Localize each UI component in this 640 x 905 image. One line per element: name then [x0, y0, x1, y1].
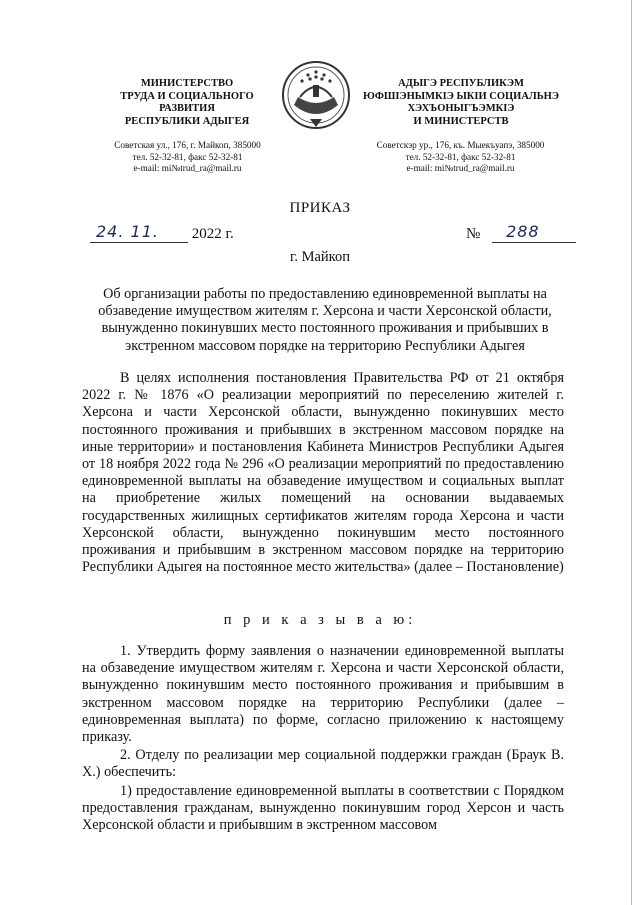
- ministry-line: АДЫГЭ РЕСПУБЛИКЭМ: [398, 78, 524, 89]
- address: Советскэр ур., 176, къ. Мыекъуапэ, 385000: [376, 140, 545, 150]
- order-item-2-1: 1) предоставление единовременной выплаты в соответствии с Порядком предоставления гражданам, вынужденно покинувшим город Херсон и часть Херсонской области и прибывшим в экстренном массовом: [82, 783, 564, 834]
- coat-of-arms-icon: [280, 57, 352, 137]
- address: Советская ул., 176, г. Майкоп, 385000: [114, 140, 261, 150]
- ministry-line: И МИНИСТЕРСТВ: [413, 115, 509, 127]
- ministry-name-ru: [92, 78, 282, 128]
- ministry-line: РАЗВИТИЯ: [159, 103, 215, 114]
- number-field: [492, 222, 576, 243]
- ministry-line: МИНИСТЕРСТВО: [140, 78, 234, 89]
- order-item-2: 2. Отделу по реализации мер социальной поддержки граждан (Браук В. Х.) обеспечить:: [82, 747, 564, 781]
- number-label: №: [466, 226, 481, 242]
- handwritten-date: 24. 11.: [96, 222, 159, 241]
- ministry-name-ady: [356, 78, 566, 128]
- preamble-paragraph: В целях исполнения постановления Правительства РФ от 21 октября 2022 г. № 1876 «О реализации мероприятий по переселению жителей г. Херсона и части Херсонской области, вынужденно покинувших место постоянного проживания и прибывших в экстренном массовом порядке на иные территории» и постановления Кабинета Министров Республики Адыгея от 18 ноября 2022 года № 296 «О реализации мероприятий по предоставлению единовременной выплаты на обзаведение имуществом и социальных выплат на приобретение жилых помещений на основании выдаваемых государственных жилищных сертификатов жителям города Херсона и части Херсонской области, вынужденно покинувшим место постоянного проживания и прибывшим в экстренном массовом порядке на территорию Республики Адыгея на постоянное место жительства» (далее – Постановление): [82, 370, 564, 576]
- ministry-line: РЕСПУБЛИКИ АДЫГЕЯ: [124, 115, 250, 127]
- order-item-1: 1. Утвердить форму заявления о назначении единовременной выплаты на обзаведение имуществом жителям г. Херсона и части Херсонской области, вынужденно покинувшим место постоянного проживания и прибывшим в экстренном массовом порядке на территорию Республики (далее – единовременная выплата) по форме, согласно приложению к настоящему приказу.: [82, 643, 564, 746]
- document-date: [90, 222, 234, 243]
- email: e-mail: mi№trud_ra@mail.ru: [133, 163, 242, 173]
- date-year: 2022 г.: [191, 226, 234, 242]
- phone: тел. 52-32-81, факс 52-32-81: [405, 151, 516, 162]
- ministry-contacts-ru: [80, 140, 295, 175]
- document-title: ПРИКАЗ: [289, 200, 351, 216]
- document-number: [466, 222, 576, 243]
- email: e-mail: mi№trud_ra@mail.ru: [406, 163, 515, 173]
- ministry-line: ЮФШІЭНЫМКІЭ ЫКІИ СОЦИАЛЬНЭ: [363, 90, 559, 102]
- ministry-line: ХЭХЪОНЫГЪЭМКІЭ: [407, 103, 515, 114]
- scan-edge: [631, 0, 632, 905]
- document-heading: Об организации работы по предоставлению единовременной выплаты на обзаведение имуществом жителям г. Херсона и части Херсонской области, вынужденно покинувших место постоянного проживания и прибывших в экстренном массовом порядке на территорию Республики Адыгея: [98, 286, 552, 354]
- phone: тел. 52-32-81, факс 52-32-81: [132, 151, 243, 162]
- date-field: [90, 222, 188, 243]
- order-word: п р и к а з ы в а ю:: [223, 612, 417, 628]
- ministry-contacts-ady: [348, 140, 573, 175]
- handwritten-number: 288: [506, 222, 540, 241]
- document-city: г. Майкоп: [290, 249, 350, 265]
- ministry-line: ТРУДА И СОЦИАЛЬНОГО: [120, 90, 254, 102]
